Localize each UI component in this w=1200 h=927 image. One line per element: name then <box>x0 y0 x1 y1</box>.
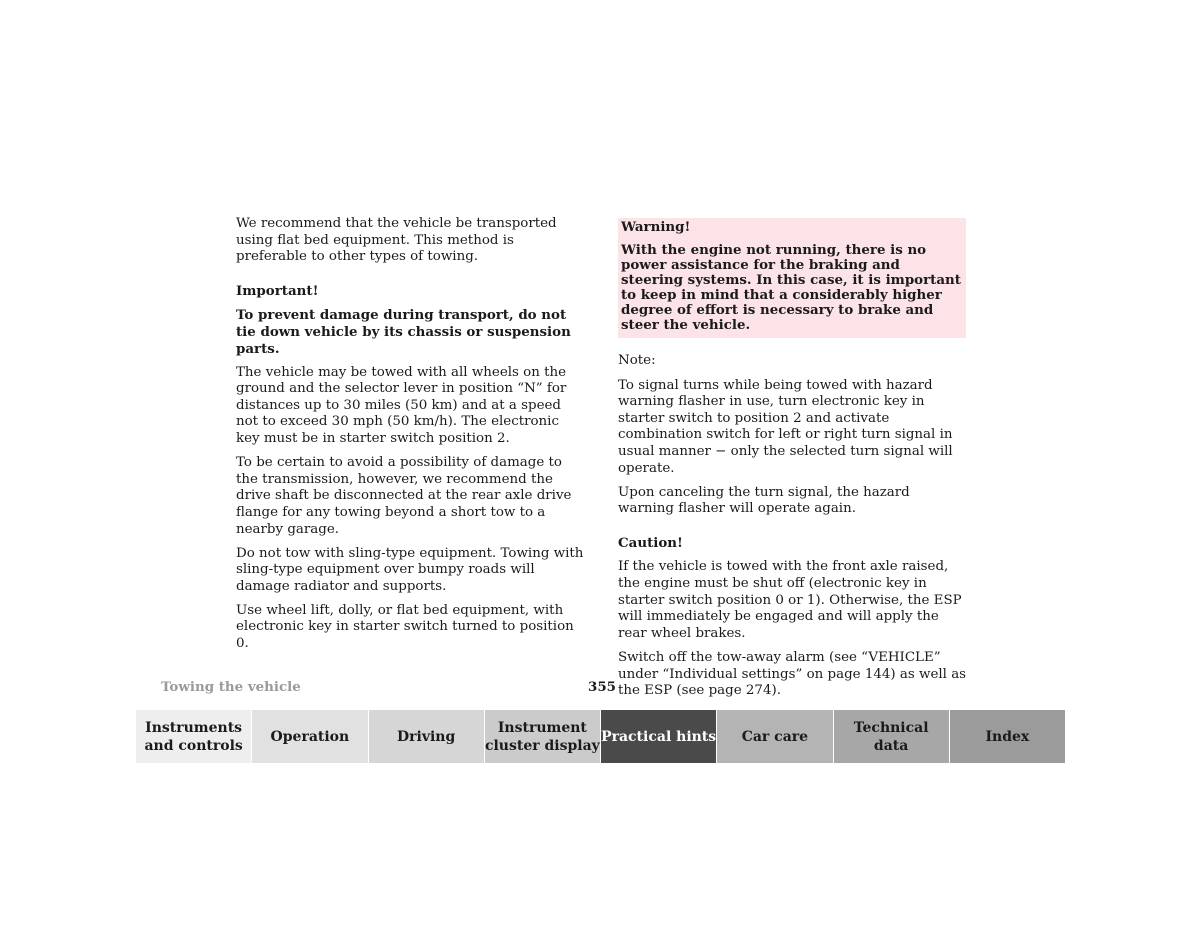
important-text: To prevent damage during transport, do not tie down vehicle by its chassis or suspension parts. <box>236 307 571 357</box>
page-number: 355 <box>588 679 616 695</box>
tab-car-care[interactable]: Car care <box>717 710 833 763</box>
tab-technical-data[interactable]: Technical data <box>834 710 950 763</box>
right-column <box>618 218 968 707</box>
caution-alarm-paragraph: Switch off the tow-away alarm (see “VEHICLE” under “Individual settings” on page 144) as well as the ESP (see page 274). <box>618 649 967 699</box>
tab-operation[interactable]: Operation <box>252 710 368 763</box>
warning-text: With the engine not running, there is no power assistance for the braking and steering systems. In this case, it is important to keep in mind that a considerably higher degree of effort is necessary to brake and steer the vehicle. <box>621 242 961 333</box>
wheel-lift-paragraph: Use wheel lift, dolly, or flat bed equipment, with electronic key in starter switch turned to position 0. <box>236 602 574 652</box>
intro-paragraph: We recommend that the vehicle be transported using flat bed equipment. This method is preferable to other types of towing. <box>236 216 557 265</box>
tab-instruments-and-controls[interactable]: Instruments and controls <box>136 710 252 763</box>
tab-instrument-cluster-display[interactable]: Instrument cluster display <box>485 710 601 763</box>
tab-practical-hints[interactable]: Practical hints <box>601 710 717 763</box>
tab-index[interactable]: Index <box>950 710 1065 763</box>
important-heading: Important! <box>236 282 319 299</box>
warning-box <box>618 218 966 338</box>
chapter-nav-bar <box>136 710 1065 763</box>
note-canceling-paragraph: Upon canceling the turn signal, the hazard warning flasher will operate again. <box>618 484 910 517</box>
caution-heading: Caution! <box>618 534 683 551</box>
drive-shaft-paragraph: To be certain to avoid a possibility of damage to the transmission, however, we recommend the drive shaft be disconnected at the rear axle drive flange for any towing beyond a short tow to a nearby garage. <box>236 455 572 537</box>
note-label: Note: <box>618 353 656 368</box>
section-title: Towing the vehicle <box>161 679 301 695</box>
sling-paragraph: Do not tow with sling-type equipment. Towing with sling-type equipment over bumpy roads will damage radiator and supports. <box>236 545 584 594</box>
towing-wheels-paragraph: The vehicle may be towed with all wheels on the ground and the selector lever in position “N” for distances up to 30 miles (50 km) and at a speed not to exceed 30 mph (50 km/h). The electronic key must be in starter switch position 2. <box>236 364 567 447</box>
left-column <box>236 216 586 660</box>
warning-title: Warning! <box>621 219 691 235</box>
caution-front-axle-paragraph: If the vehicle is towed with the front axle raised, the engine must be shut off (electronic key in starter switch position 0 or 1). Otherwise, the ESP will immediately be engaged and will apply the rear wheel brakes. <box>618 559 962 641</box>
note-turn-signal-paragraph: To signal turns while being towed with hazard warning flasher in use, turn electronic key in starter switch to position 2 and activate combination switch for left or right turn signal in usual manner − only the selected turn signal will operate. <box>618 377 953 476</box>
tab-driving[interactable]: Driving <box>369 710 485 763</box>
